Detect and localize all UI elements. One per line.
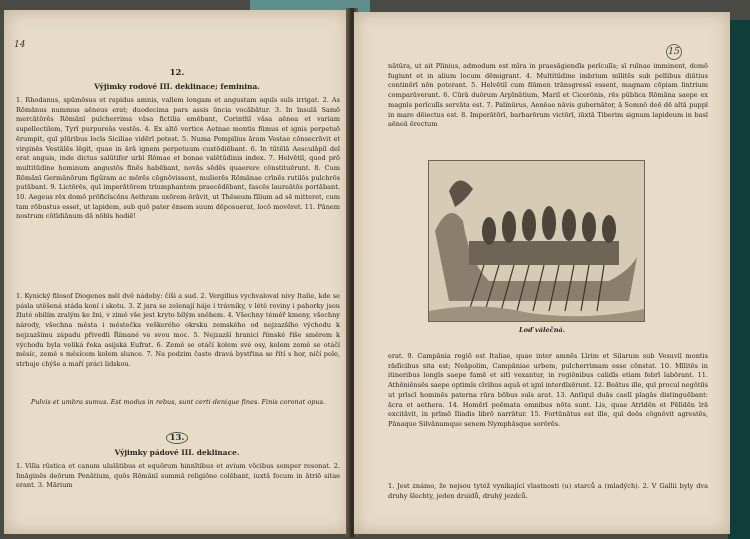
right-czech-text: 1. Jest známo, že nejsou tytéž vynikající vlastnosti (u) starců a (mladých). 2. V Gallii byly dva druhy šlechty, jeden druidů, druhý jezdců. (388, 482, 708, 500)
section-12-title: Výjimky rodové III. deklinace; feminina. (94, 82, 260, 91)
warship-engraving-illustration (428, 160, 645, 322)
section-12-czech-text: 1. Kynický filosof Diogenes měl dvě nádoby: číši a sud. 2. Vergilius vychvaloval nivy Italie, kde se pásla utěšená stáda koní i skotu. 3. Z jara se zelenají háje i trávníky, v létě roviny i pahorky jsou žluté obilím zralým ke žni, v zimě vše jest kryto bílým sněhem. 4. Všechny téměř kmeny, všechny národy, všechna města i městečka veškerého okrsku zemského od nejzazšího východu k nejzazšímu západu přivedli Římané ve svou moc. 5. Nejzazší hranicí římské říše směrem k východu byla veliká řeka asijská Eufrat. 6. Země se otáčí kolem své osy, kolem země se otáčí měsíc, země s měsícem kolem slunce. 7. Na podzim často dravá bystřina se řítí s hor, ničí pole, strhuje chýše a maří práci lidskou. (16, 292, 340, 368)
section-13-latin-text: 1. Villa rūstica et canum ululātibus et equōrum hinnītibus et avium vōcibus semper resonat. 2. Imāginēs deōrum Penātium, quōs Rōmānī summā religiōne colēbant, iuxtā focum in ātriō sitae erant. 3. Mārium (16, 462, 340, 490)
right-latin-text-bottom: erat. 9. Campānia regiō est Italiae, quae inter amnēs Līrim et Silarum sub Vesuviī montis rādīcibus sita est; Neāpolim, Campāniae urbem, pulcherrimam esse cōnstat. 10. Mīlitēs in itineribus longīs saepe famē et sitī vexantur, in regiōnibus calidīs etiam febrī labōrant. 11. Athēniēnsēs saepe optimīs cīvibus aquā et ignī interdīxērunt. 12. Beātus ille, quī procul negōtiīs ut prīscī hominēs paterna rūra bōbus suīs arat. 13. Antīquī duās caelī plagās distinguēbant: ācra et aethera. 14. Homērī poēmata omnibus nōta sunt. Lis, quae Atrīdēn et Pēlīdēn īrā excitāvit, in prīmō Iliadis librō narrātur. 15. Fortūnātus est ille, quī deōs cōgnōvit agrestēs, Pānaque Silvānumque senem Nymphāsque sorōrēs. (388, 352, 708, 428)
book-cover-edge-right (728, 20, 750, 539)
left-page (4, 10, 350, 534)
right-page-number: 15 (666, 44, 682, 60)
section-13-number: 13. (4, 432, 350, 444)
section-12-number: 12. (169, 68, 185, 78)
warship-engraving-svg (429, 161, 644, 321)
motto-text: Pulvis et umbra sumus. Est modus in rebus, sunt certi denique fines. Finis coronat opus. (30, 398, 326, 406)
section-13-title: Výjimky pádové III. deklinace. (114, 448, 240, 457)
left-page-number: 14 (14, 40, 26, 50)
illustration-caption: Loď válečná. (518, 326, 566, 334)
section-12-latin-text: 1. Rhodanus, spūmōsus et rapidus amnis, vallem longam et angustam aquīs suīs irrigat. 2. As Rōmānus nummus aēneus erat; duodecima pars assis ūncia vocābātur. 3. In īnsulā Samō mercātōrēs Rōmānī pulcherrima vāsa fictilia emēbant, Corinthī vāsa aēnea et variam supellectilem, Tyrī purpureās vestēs. 4. Ex altō vertice Aetnae montis fūmus et ignis perpetuō ērumpit, quī plūribus locīs Siciliae vidērī potest. 5. Numa Pompilius āram Vestae cōnsecrāvit et virginēs Vestālēs lēgit, quae in ārā ignem perpetuum custōdiēbant. 6. In tūtēlā Aesculāpiī deī erat anguis, inde dictus salūtifer urbī Rōmae et bonae valētūdinis index. 7. Helvētiī, quod prō multitūdine hominum angustōs fīnēs habēbant, novās sēdēs quaerere cōnstituērunt. 8. Cum Rōmānī Germānōrum figūram ac mōrēs cōgnōvissent, mulierēs Rōmānae crīnēs rutilōs pulchrōs putābant. 9. Lictōrēs, quī imperātōrem triumphantem praecēdēbant, fascēs laureātōs portābant. 10. Aegeus rēx domō prōficīscēns Aethram uxōrem ōrāvit, ut Thēseum fīlium ad sē mitteret, cum tam rōbustus esset, ut lapidem, sub quō pater ēnsem suum dēposuerat, locō movēret. 11. Pānem nostrum cōtīdiānum dā nōbīs hodiē! (16, 96, 340, 221)
right-latin-text-top: nātūra, ut ait Plinius, admodum est mīra in praesāgiendīs perīculīs; sī ruīnae imminent, domō fugiunt et in alium locum dēmigrant. 4. Multitūdine imbrium mīlitēs sub pellibus diūtius continērī nōn poterant. 5. Helvētiī cum flūmen trānsgressī essent, magnam cōpiam lintrium comparāverant. 6. Cūrā duōrum Arpīnātium, Mariī et Cicerōnis, rēs pūblica Rōmāna saepe ex magnīs perīculīs servāta est. 7. Palinūrus, Aenēae nāvis gubernātor, ā Somnō deō dē altā puppī in mare dēiectus est. 8. Imperātōrī, barbarōrum victōrī, iūxtā Tiberim signum lapideum in basī aēneā ērectum (388, 62, 708, 129)
